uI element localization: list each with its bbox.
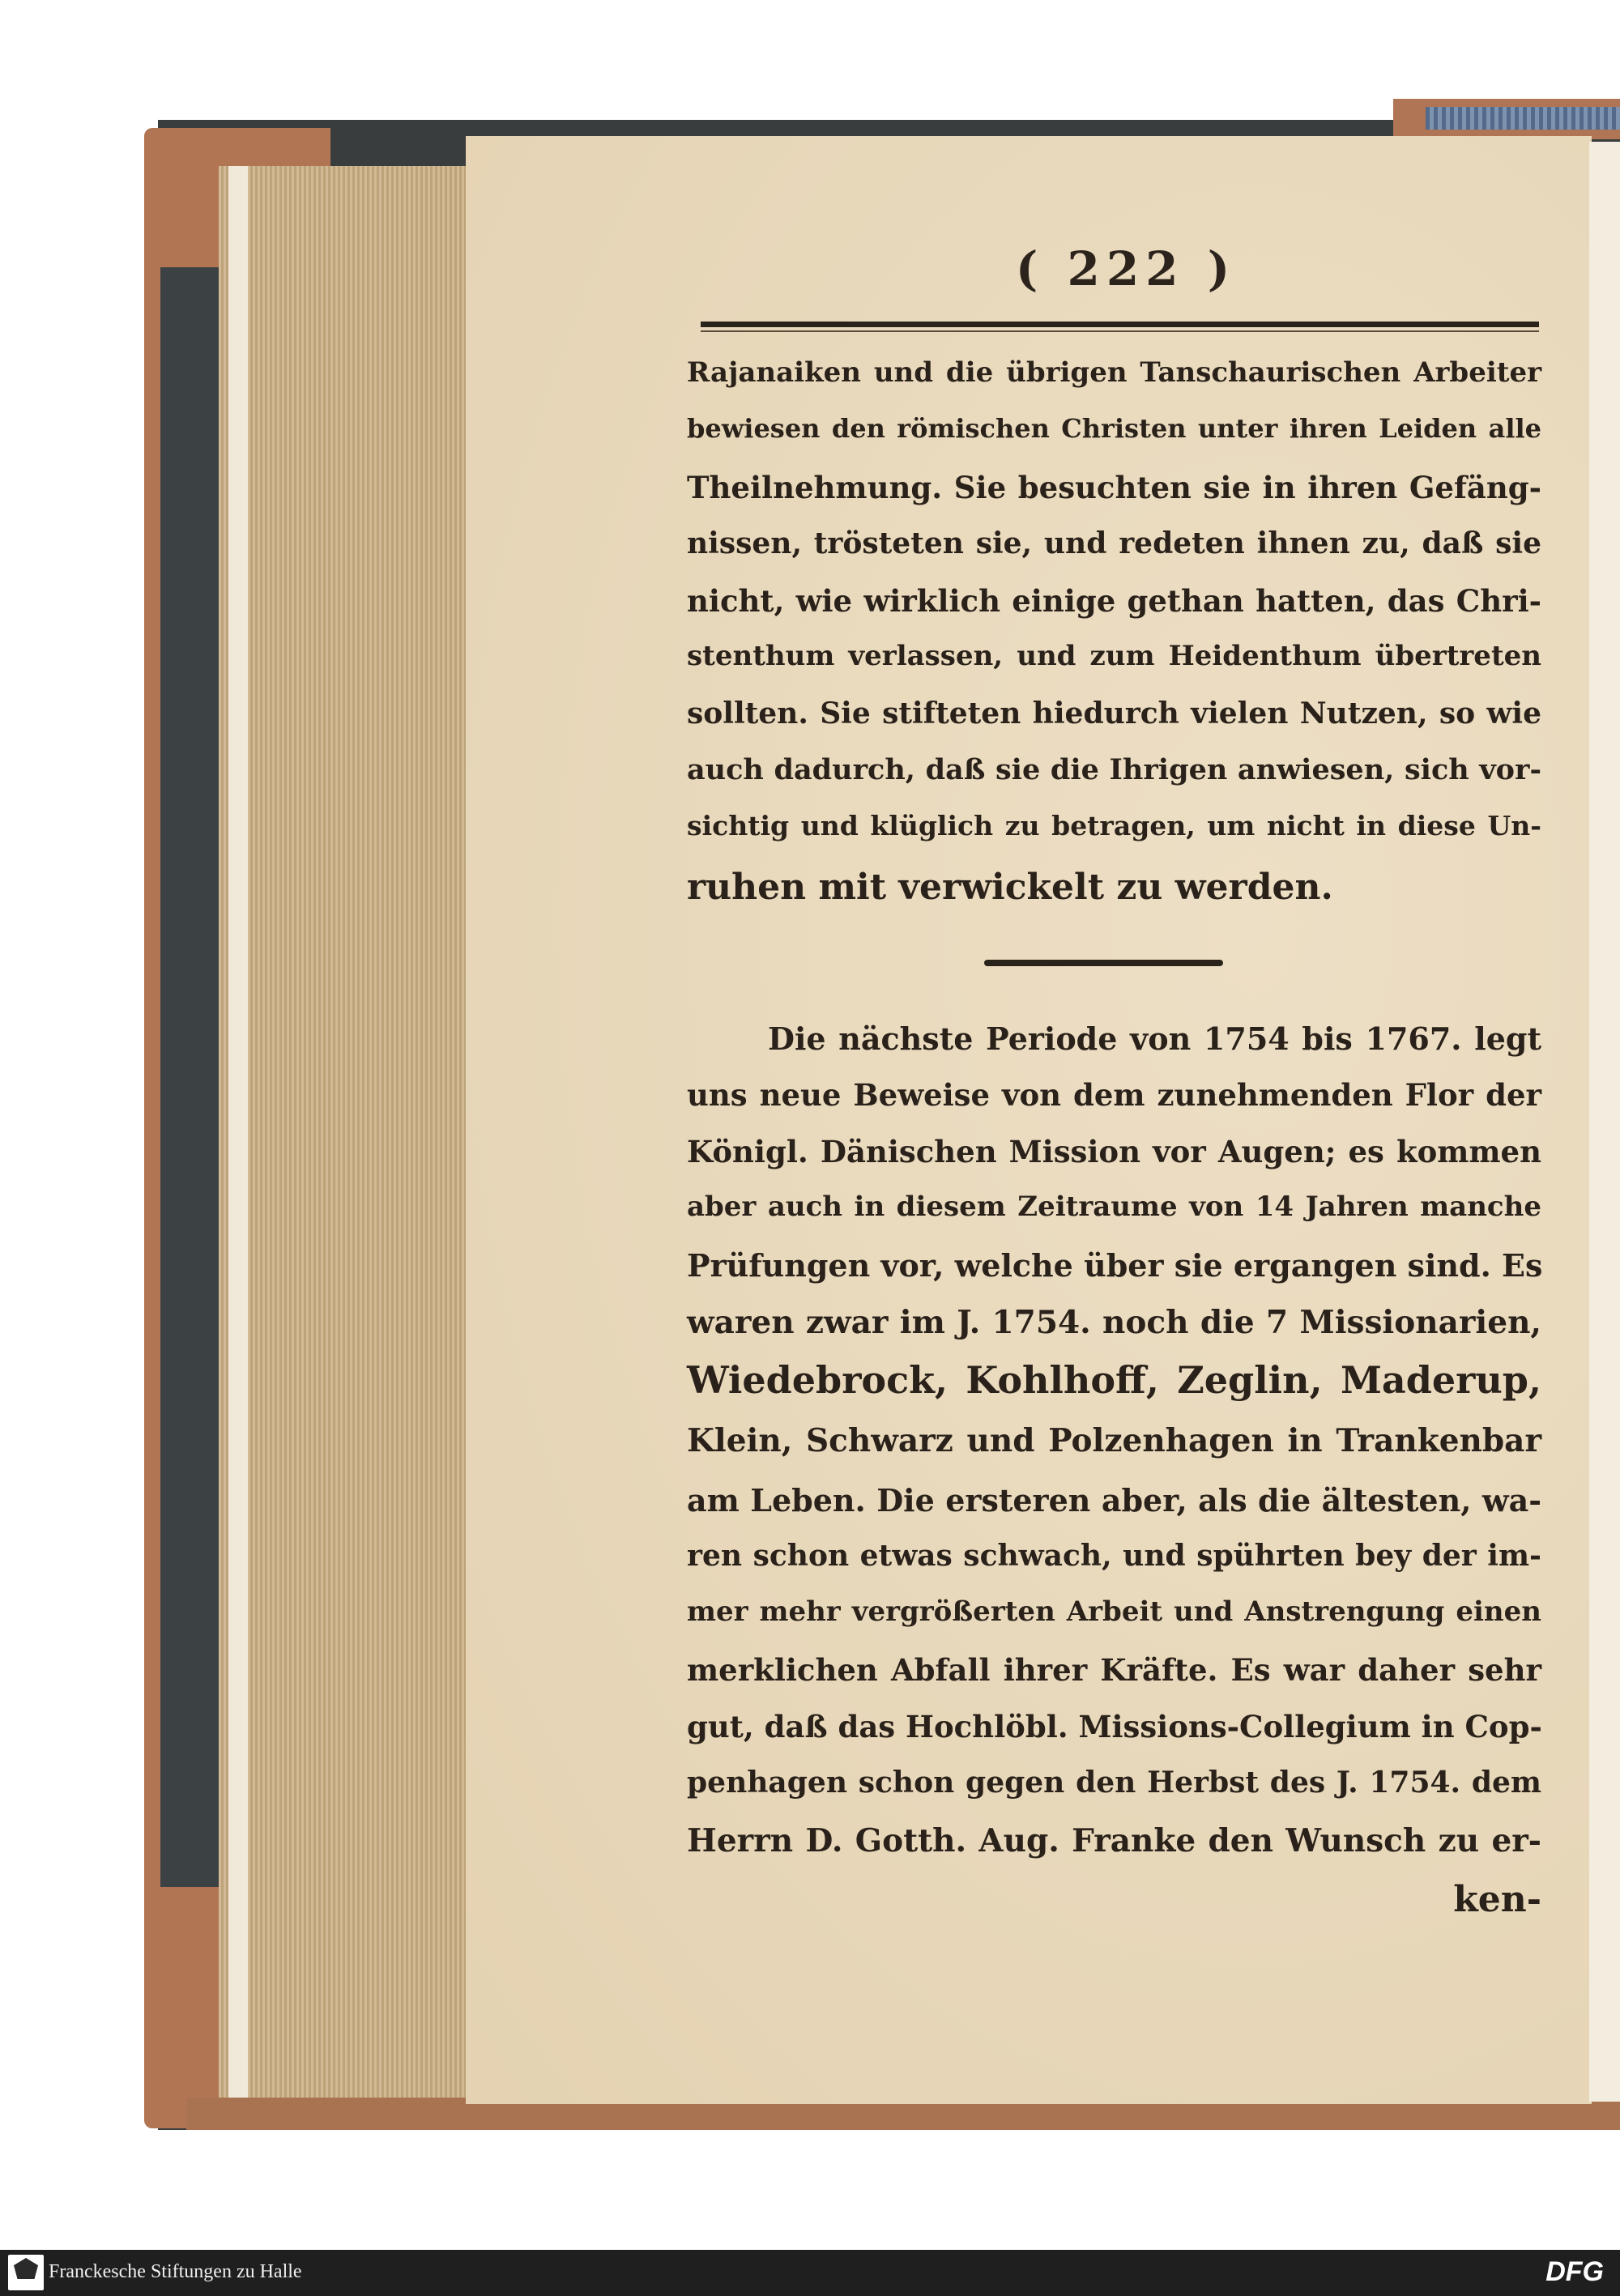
footer-institution: Franckesche Stiftungen zu Halle bbox=[49, 2261, 302, 2282]
text-line: waren zwar im J. 1754. noch die 7 Missionarien, bbox=[687, 1304, 1541, 1341]
text-line: ruhen mit verwickelt zu werden. bbox=[687, 867, 1333, 908]
text-line: nissen, trösteten sie, und redeten ihnen zu, daß sie bbox=[687, 526, 1541, 560]
text-line: uns neue Beweise von dem zunehmenden Flor der bbox=[687, 1077, 1541, 1113]
catchword: ken- bbox=[1453, 1879, 1541, 1920]
dfg-logo: DFG bbox=[1545, 2256, 1604, 2287]
text-line: sichtig und klüglich zu betragen, um nicht in diese Un- bbox=[687, 810, 1541, 841]
text-line: gut, daß das Hochlöbl. Missions-Collegium in Cop- bbox=[687, 1709, 1542, 1744]
text-line: Prüfungen vor, welche über sie ergangen sind. Es bbox=[687, 1247, 1543, 1284]
text-line: stenthum verlassen, und zum Heidenthum übertreten bbox=[687, 640, 1541, 672]
header-rule-thin bbox=[701, 330, 1539, 332]
text-line: penhagen schon gegen den Herbst des J. 1754. dem bbox=[687, 1766, 1541, 1800]
text-line: Königl. Dänischen Mission vor Augen; es kommen bbox=[687, 1134, 1541, 1169]
text-block bbox=[687, 356, 1541, 1976]
header-rule bbox=[701, 322, 1539, 327]
text-line: Die nächste Periode von 1754 bis 1767. legt bbox=[768, 1020, 1541, 1057]
text-line: ren schon etwas schwach, und spührten bey der im- bbox=[687, 1539, 1541, 1573]
text-line: aber auch in diesem Zeitraume von 14 Jahren manche bbox=[687, 1191, 1541, 1223]
page-block-edge bbox=[228, 166, 248, 2098]
text-line: auch dadurch, daß sie die Ihrigen anwiesen, sich vor- bbox=[687, 753, 1541, 786]
footer-bar bbox=[0, 2250, 1620, 2296]
text-line: Wiedebrock, Kohlhoff, Zeglin, Maderup, bbox=[687, 1358, 1541, 1402]
text-line: Theilnehmung. Sie besuchten sie in ihren Gefäng- bbox=[687, 470, 1541, 505]
marbled-edge bbox=[1426, 107, 1620, 130]
page-number: ( 222 ) bbox=[1015, 241, 1237, 296]
text-line: am Leben. Die ersteren aber, als die ältesten, wa- bbox=[687, 1482, 1541, 1519]
text-line: Rajanaiken und die übrigen Tanschaurischen Arbeiter bbox=[687, 356, 1541, 389]
text-line: sollten. Sie stifteten hiedurch vielen Nutzen, so wie bbox=[687, 696, 1541, 731]
text-line: Herrn D. Gotth. Aug. Franke den Wunsch zu er- bbox=[687, 1822, 1541, 1859]
text-line: Klein, Schwarz und Polzenhagen in Trankenbar bbox=[687, 1422, 1541, 1459]
text-line: merklichen Abfall ihrer Kräfte. Es war daher sehr bbox=[687, 1652, 1541, 1688]
text-line: mer mehr vergrößerten Arbeit und Anstrengung einen bbox=[687, 1595, 1541, 1628]
section-separator bbox=[984, 960, 1223, 966]
text-line: bewiesen den römischen Christen unter ihren Leiden alle bbox=[687, 413, 1541, 444]
page-edge bbox=[1589, 142, 1620, 2102]
page-block bbox=[219, 166, 486, 2098]
text-line: nicht, wie wirklich einige gethan hatten, das Chri- bbox=[687, 583, 1541, 619]
